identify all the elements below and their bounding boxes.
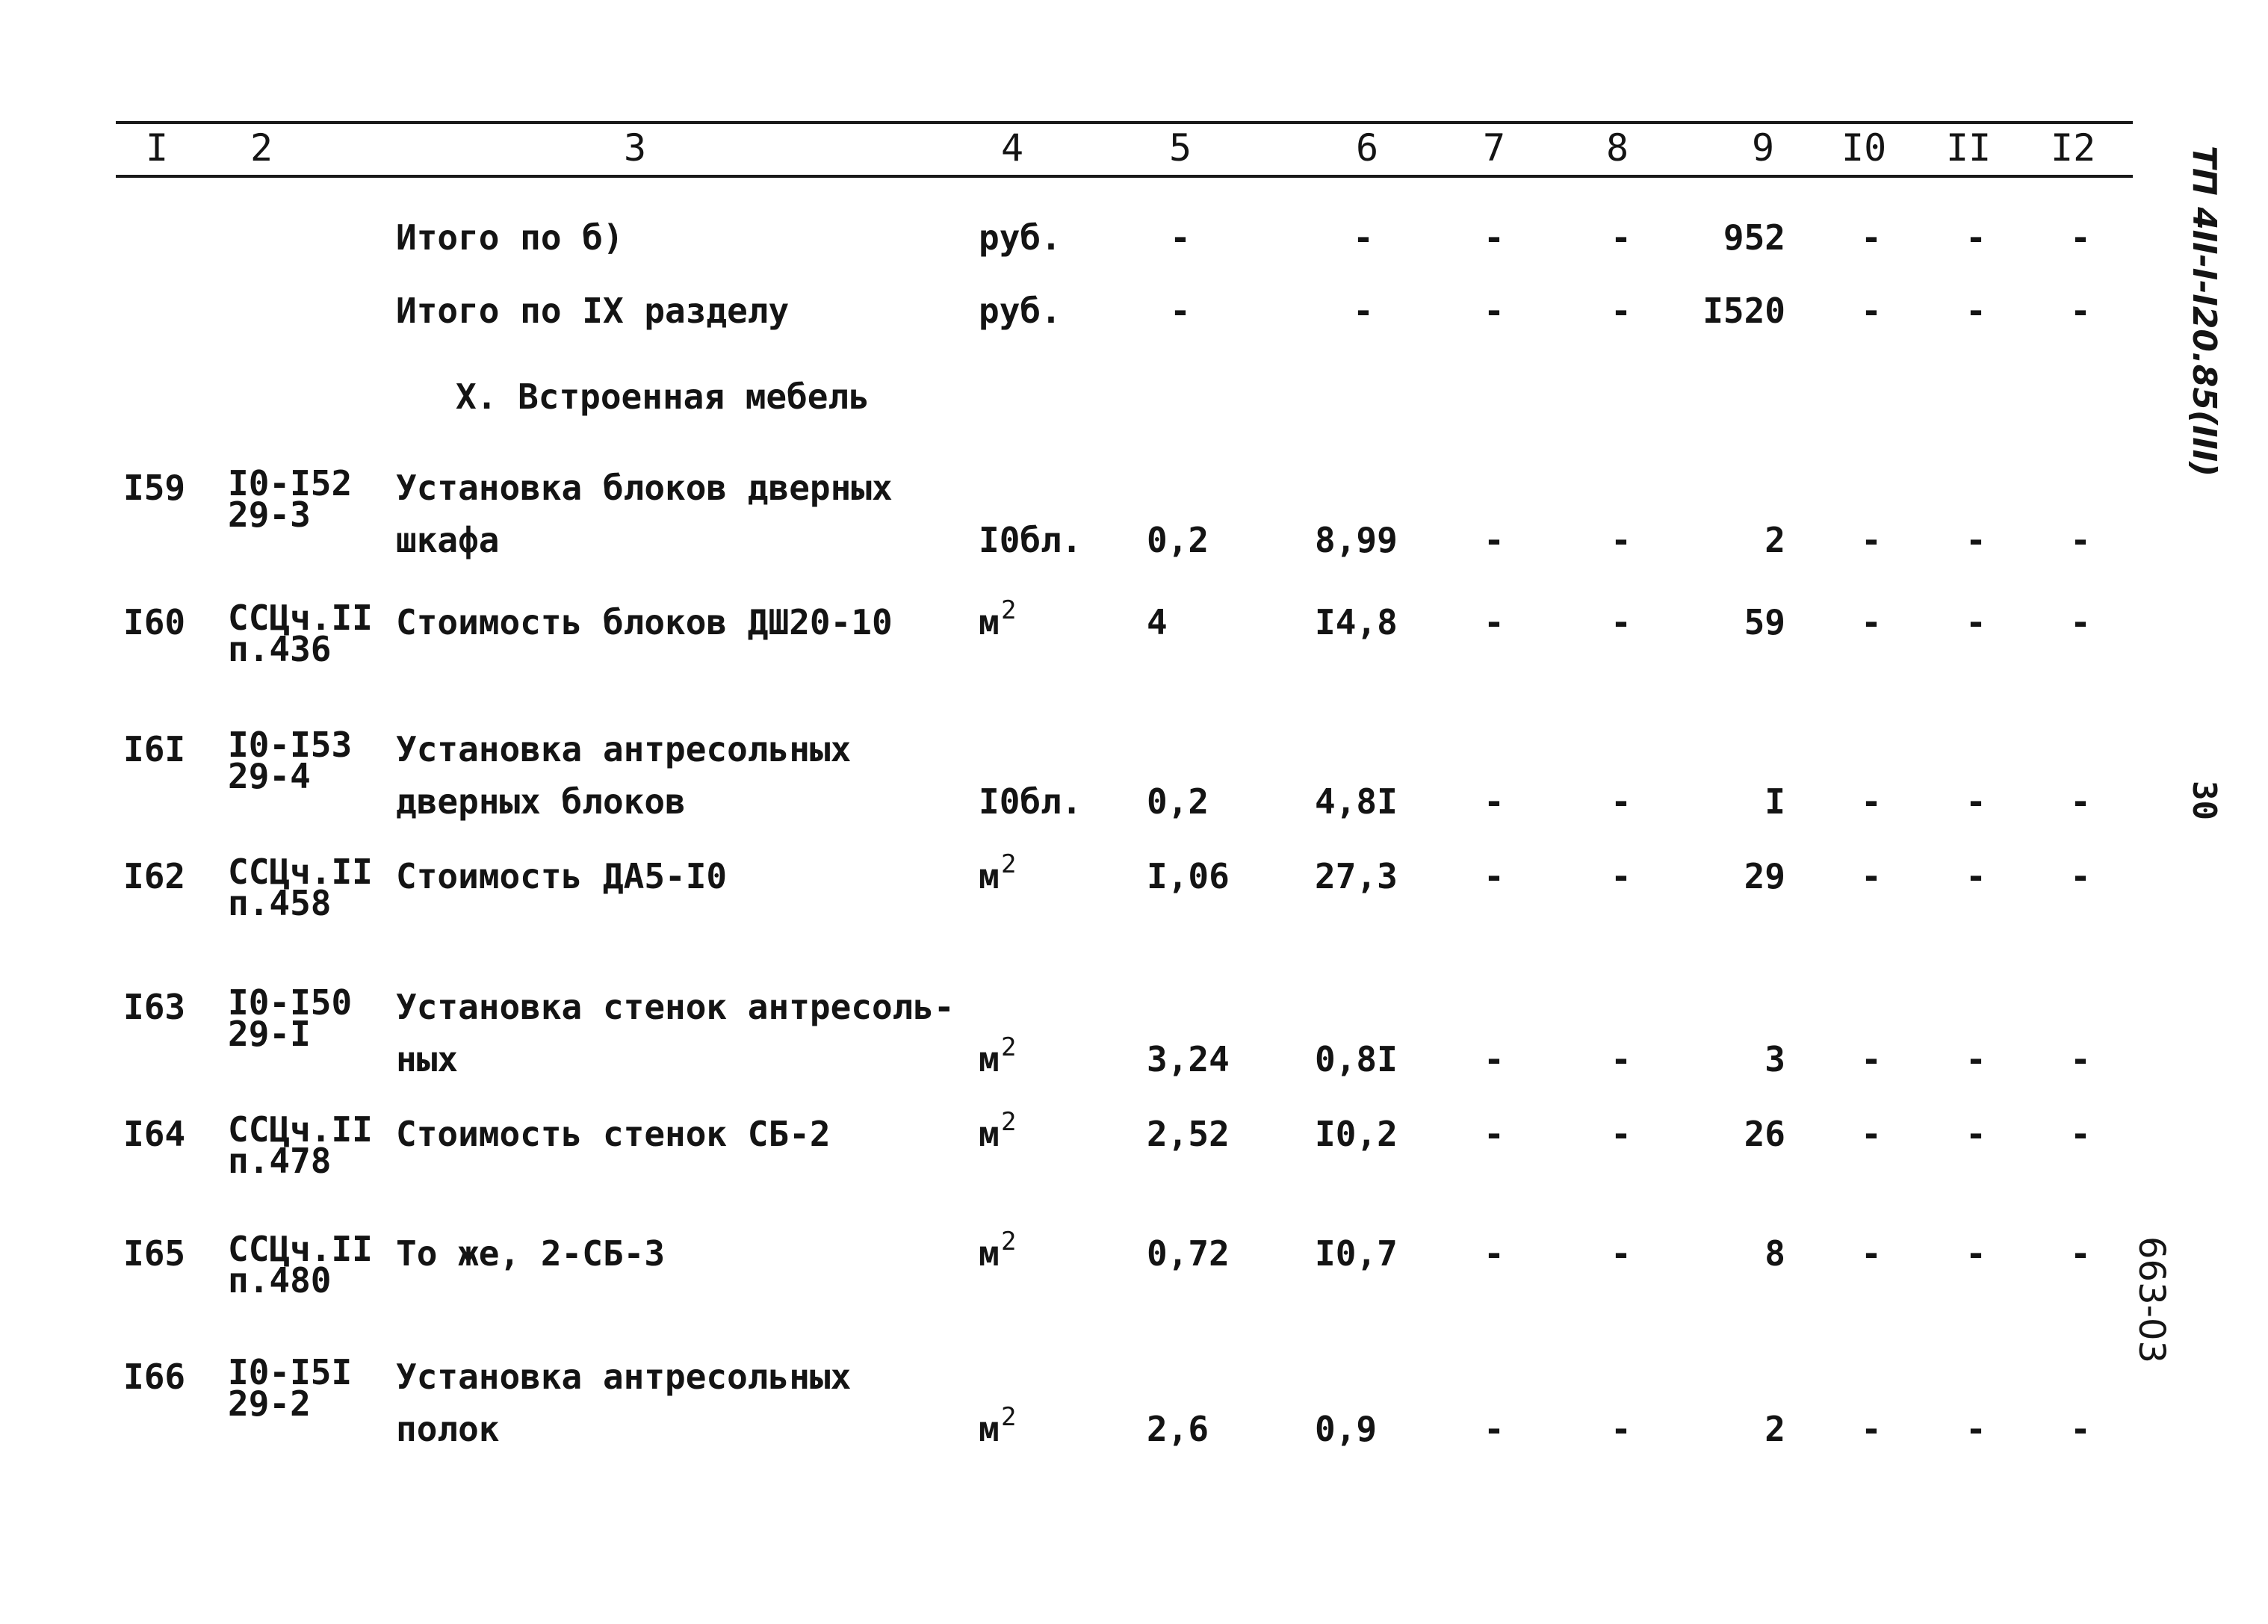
cell-c7: - [1484, 291, 1505, 331]
cell-c11: - [1965, 1409, 1986, 1449]
norm-subcode: п.480 [228, 1260, 332, 1301]
norm-subcode: п.478 [228, 1141, 332, 1181]
total-label: Итого по IX разделу [396, 291, 790, 331]
cell-c8: - [1611, 1409, 1632, 1449]
cell-c8: - [1611, 1114, 1632, 1154]
cell-c12: - [2070, 602, 2091, 642]
norm-code: ССЦч.II [228, 1109, 373, 1150]
cell-c7: - [1484, 1233, 1505, 1274]
unit-exponent: 2 [1001, 1402, 1017, 1432]
quantity: 0,2 [1147, 520, 1209, 560]
cell-c5: - [1170, 291, 1191, 331]
unit-price: 0,8I [1315, 1039, 1398, 1079]
cell-c7: - [1484, 217, 1505, 258]
cell-c8: - [1611, 217, 1632, 258]
header-col-3: 3 [624, 126, 647, 170]
cell-c10: - [1861, 1039, 1882, 1079]
norm-subcode: п.458 [228, 883, 332, 923]
cell-c10: - [1861, 520, 1882, 560]
unit-exponent: 2 [1001, 849, 1017, 879]
header-col-4: 4 [1001, 126, 1024, 170]
cell-c11: - [1965, 217, 1986, 258]
cell-c10: - [1861, 602, 1882, 642]
work-description: Установка стенок антресоль- [396, 987, 955, 1027]
unit-price: 8,99 [1315, 520, 1398, 560]
cell-c9: I520 [1702, 291, 1785, 331]
unit-exponent: 2 [1001, 1107, 1017, 1137]
norm-subcode: 29-3 [228, 495, 311, 535]
row-number: I62 [123, 856, 186, 896]
unit: м [979, 1039, 1000, 1079]
unit: м [979, 602, 1000, 642]
unit-price: I0,2 [1315, 1114, 1398, 1154]
header-col-6: 6 [1356, 126, 1379, 170]
unit-exponent: 2 [1001, 1227, 1017, 1256]
cell-c10: - [1861, 291, 1882, 331]
cell-c12: - [2070, 520, 2091, 560]
cell-c12: - [2070, 1114, 2091, 1154]
work-description: Стоимость стенок СБ-2 [396, 1114, 831, 1154]
quantity: 0,72 [1147, 1233, 1230, 1274]
header-col-12: I2 [2051, 126, 2096, 170]
cell-c10: - [1861, 856, 1882, 896]
cell-c8: - [1611, 291, 1632, 331]
row-number: I64 [123, 1114, 186, 1154]
work-description: То же, 2-СБ-3 [396, 1233, 666, 1274]
cell-c11: - [1965, 856, 1986, 896]
unit-price: I4,8 [1315, 602, 1398, 642]
quantity: 4 [1147, 602, 1168, 642]
norm-code: ССЦч.II [228, 1229, 373, 1269]
work-description: Установка блоков дверных [396, 468, 893, 508]
sheet-code: 663-03 [2131, 1236, 2172, 1364]
unit: м [979, 1114, 1000, 1154]
total-unit: руб. [979, 217, 1062, 258]
header-col-10: I0 [1841, 126, 1887, 170]
cell-c12: - [2070, 1233, 2091, 1274]
norm-code: ССЦч.II [228, 852, 373, 892]
cell-c6: - [1353, 217, 1374, 258]
cell-c7: - [1484, 856, 1505, 896]
norm-subcode: п.436 [228, 629, 332, 669]
quantity: 3,24 [1147, 1039, 1230, 1079]
header-bottom-rule [116, 175, 2133, 178]
cell-c10: - [1861, 217, 1882, 258]
norm-subcode: 29-4 [228, 756, 311, 796]
work-description-cont: дверных блоков [396, 781, 686, 822]
cell-c7: - [1484, 602, 1505, 642]
cell-c11: - [1965, 291, 1986, 331]
unit-price: 27,3 [1315, 856, 1398, 896]
cell-c10: - [1861, 1114, 1882, 1154]
cell-c8: - [1611, 1233, 1632, 1274]
total-cost: 26 [1744, 1114, 1785, 1154]
work-description: Стоимость ДА5-I0 [396, 856, 728, 896]
work-description: Установка антресольных [396, 729, 852, 769]
unit: м [979, 856, 1000, 896]
unit: I0бл. [979, 781, 1082, 822]
cell-c9: 952 [1723, 217, 1785, 258]
norm-code: I0-I53 [228, 725, 353, 765]
header-col-8: 8 [1606, 126, 1629, 170]
cell-c6: - [1353, 291, 1374, 331]
row-number: I6I [123, 729, 186, 769]
cell-c5: - [1170, 217, 1191, 258]
unit: м [979, 1233, 1000, 1274]
total-cost: 8 [1764, 1233, 1785, 1274]
cell-c11: - [1965, 602, 1986, 642]
norm-subcode: 29-2 [228, 1383, 311, 1424]
quantity: 0,2 [1147, 781, 1209, 822]
row-number: I59 [123, 468, 186, 508]
norm-code: I0-I52 [228, 463, 353, 503]
total-cost: 59 [1744, 602, 1785, 642]
cell-c11: - [1965, 1039, 1986, 1079]
total-label: Итого по б) [396, 217, 624, 258]
row-number: I66 [123, 1357, 186, 1397]
cell-c8: - [1611, 602, 1632, 642]
cell-c10: - [1861, 1233, 1882, 1274]
cell-c8: - [1611, 1039, 1632, 1079]
cell-c7: - [1484, 520, 1505, 560]
cell-c12: - [2070, 1409, 2091, 1449]
quantity: 2,52 [1147, 1114, 1230, 1154]
total-unit: руб. [979, 291, 1062, 331]
total-cost: 2 [1764, 520, 1785, 560]
total-cost: 3 [1764, 1039, 1785, 1079]
work-description-cont: ных [396, 1039, 459, 1079]
norm-code: ССЦч.II [228, 598, 373, 638]
header-col-11: II [1946, 126, 1992, 170]
norm-code: I0-I50 [228, 982, 353, 1023]
page-number: 30 [2185, 781, 2223, 820]
work-description-cont: шкафа [396, 520, 500, 560]
header-col-7: 7 [1483, 126, 1506, 170]
cell-c11: - [1965, 1233, 1986, 1274]
row-number: I63 [123, 987, 186, 1027]
cell-c7: - [1484, 1114, 1505, 1154]
header-col-9: 9 [1752, 126, 1775, 170]
unit-price: I0,7 [1315, 1233, 1398, 1274]
work-description: Стоимость блоков ДШ20-10 [396, 602, 893, 642]
work-description-cont: полок [396, 1409, 500, 1449]
unit: м [979, 1409, 1000, 1449]
cell-c12: - [2070, 291, 2091, 331]
section-title: X. Встроенная мебель [456, 376, 870, 417]
cell-c7: - [1484, 781, 1505, 822]
norm-subcode: 29-I [228, 1014, 311, 1054]
cell-c10: - [1861, 1409, 1882, 1449]
total-cost: 29 [1744, 856, 1785, 896]
unit-exponent: 2 [1001, 595, 1017, 625]
cell-c11: - [1965, 520, 1986, 560]
header-col-2: 2 [250, 126, 273, 170]
work-description: Установка антресольных [396, 1357, 852, 1397]
document-reference: ТП 4II-I-I20.85(III) [2185, 146, 2223, 477]
unit: I0бл. [979, 520, 1082, 560]
norm-code: I0-I5I [228, 1352, 353, 1392]
cell-c7: - [1484, 1409, 1505, 1449]
cell-c10: - [1861, 781, 1882, 822]
total-cost: I [1764, 781, 1785, 822]
cell-c11: - [1965, 781, 1986, 822]
cell-c11: - [1965, 1114, 1986, 1154]
quantity: 2,6 [1147, 1409, 1209, 1449]
cell-c7: - [1484, 1039, 1505, 1079]
header-top-rule [116, 121, 2133, 124]
cell-c8: - [1611, 520, 1632, 560]
unit-price: 4,8I [1315, 781, 1398, 822]
total-cost: 2 [1764, 1409, 1785, 1449]
unit-exponent: 2 [1001, 1032, 1017, 1062]
cell-c12: - [2070, 1039, 2091, 1079]
cell-c12: - [2070, 217, 2091, 258]
cell-c8: - [1611, 856, 1632, 896]
header-col-5: 5 [1169, 126, 1192, 170]
header-col-1: I [146, 126, 169, 170]
cell-c12: - [2070, 856, 2091, 896]
row-number: I60 [123, 602, 186, 642]
row-number: I65 [123, 1233, 186, 1274]
cell-c12: - [2070, 781, 2091, 822]
cell-c8: - [1611, 781, 1632, 822]
unit-price: 0,9 [1315, 1409, 1378, 1449]
quantity: I,06 [1147, 856, 1230, 896]
